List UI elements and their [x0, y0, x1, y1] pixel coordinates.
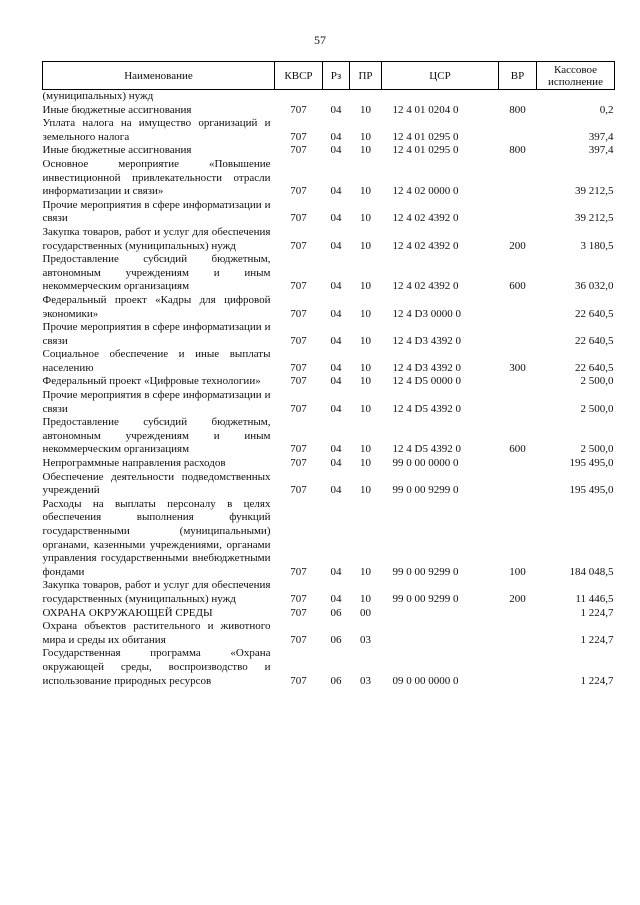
cell-rz: 06 — [330, 674, 342, 687]
cell-kvsr: 707 — [290, 457, 307, 470]
cell-rz: 04 — [330, 334, 342, 347]
cell-amount: 3 180,5 — [580, 239, 614, 252]
table-row — [43, 647, 615, 688]
cell-pr: 10 — [360, 130, 371, 143]
cell-amount: 2 500,0 — [580, 402, 614, 415]
table-row — [43, 117, 615, 144]
cell-vr — [499, 620, 537, 647]
page-number: 57 — [314, 33, 326, 47]
header-kvsr: КВСР — [275, 62, 323, 90]
cell-pr: 10 — [360, 565, 371, 578]
table-row — [43, 457, 615, 471]
table-row — [43, 579, 615, 606]
cell-vr: 600 — [509, 280, 526, 293]
cell-pr: 10 — [360, 375, 371, 388]
cell-kvsr: 707 — [290, 606, 307, 619]
cell-vr: 600 — [509, 443, 526, 456]
cell-amount: 2 500,0 — [580, 443, 614, 456]
cell-amount: 36 032,0 — [575, 280, 614, 293]
cell-rz: 04 — [330, 457, 342, 470]
cell-csr: 99 0 00 9299 0 — [392, 565, 459, 578]
cell-name: Расходы на выплаты персоналу в целях обеспечения выполнения функций государственными (муниципальными) органами, казенными учреждениями, органами управления государственными внебюджетными фондами — [42, 497, 271, 578]
table-row — [43, 389, 615, 416]
cell-kvsr: 707 — [290, 103, 307, 116]
table-row — [43, 375, 615, 389]
cell-csr: 12 4 D3 4392 0 — [392, 334, 461, 347]
cell-rz: 04 — [330, 212, 342, 225]
cell-pr — [350, 90, 382, 104]
table-header-row — [43, 62, 615, 90]
table-row — [43, 620, 615, 647]
cell-vr — [499, 199, 537, 226]
cell-amount: 0,2 — [599, 103, 614, 116]
table-row — [43, 416, 615, 457]
cell-csr: 12 4 D5 0000 0 — [392, 375, 461, 388]
table-body — [43, 90, 615, 689]
cell-amount: 11 446,5 — [575, 592, 614, 605]
cell-pr: 10 — [360, 280, 371, 293]
cell-pr: 03 — [360, 633, 371, 646]
cell-vr: 100 — [509, 565, 526, 578]
cell-csr: 99 0 00 9299 0 — [392, 592, 459, 605]
cell-name: Прочие мероприятия в сфере информатизации и связи — [42, 321, 271, 347]
cell-rz: 06 — [330, 633, 342, 646]
cell-rz: 04 — [330, 443, 342, 456]
cell-pr: 00 — [360, 606, 371, 619]
cell-csr: 09 0 00 0000 0 — [392, 674, 459, 687]
cell-rz: 04 — [330, 239, 342, 252]
cell-csr: 12 4 01 0295 0 — [392, 144, 459, 157]
cell-pr: 10 — [360, 484, 371, 497]
cell-csr: 12 4 02 4392 0 — [392, 239, 459, 252]
header-pr: ПР — [350, 62, 382, 90]
cell-amount: 1 224,7 — [580, 633, 614, 646]
cell-amount: 22 640,5 — [575, 361, 614, 374]
cell-rz: 04 — [330, 144, 342, 157]
cell-kvsr: 707 — [290, 144, 307, 157]
cell-amount: 39 212,5 — [575, 212, 614, 225]
cell-rz: 04 — [330, 280, 342, 293]
header-name: Наименование — [43, 62, 275, 90]
cell-csr — [382, 90, 499, 104]
cell-kvsr: 707 — [290, 674, 307, 687]
cell-kvsr: 707 — [290, 239, 307, 252]
cell-kvsr: 707 — [290, 280, 307, 293]
cell-pr: 10 — [360, 103, 371, 116]
cell-vr — [499, 471, 537, 498]
cell-rz: 04 — [330, 565, 342, 578]
cell-name: Иные бюджетные ассигнования — [42, 144, 192, 157]
cell-csr: 12 4 02 0000 0 — [392, 185, 459, 198]
table-row — [43, 104, 615, 118]
cell-vr: 300 — [509, 361, 526, 374]
budget-table — [42, 61, 615, 688]
cell-vr — [499, 457, 537, 471]
cell-rz: 04 — [330, 361, 342, 374]
cell-vr — [499, 117, 537, 144]
table-row — [43, 199, 615, 226]
cell-csr: 99 0 00 0000 0 — [392, 457, 459, 470]
cell-kvsr: 707 — [290, 185, 307, 198]
cell-name: Федеральный проект «Кадры для цифровой экономики» — [42, 293, 271, 320]
cell-kvsr: 707 — [290, 443, 307, 456]
cell-pr: 10 — [360, 402, 371, 415]
cell-amount: 397,4 — [588, 130, 614, 143]
cell-vr — [499, 158, 537, 199]
cell-vr: 200 — [509, 592, 526, 605]
cell-vr — [499, 647, 537, 688]
table-row — [43, 253, 615, 294]
cell-amount: 397,4 — [588, 144, 614, 157]
cell-vr — [499, 321, 537, 348]
cell-name: Федеральный проект «Цифровые технологии» — [42, 375, 261, 388]
cell-amount: 1 224,7 — [580, 606, 614, 619]
cell-csr: 12 4 02 4392 0 — [392, 280, 459, 293]
table-row — [43, 226, 615, 253]
table-row — [43, 348, 615, 375]
cell-name: (муниципальных) нужд — [42, 90, 154, 102]
cell-name: ОХРАНА ОКРУЖАЮЩЕЙ СРЕДЫ — [42, 606, 213, 619]
cell-kvsr — [275, 90, 323, 104]
cell-rz: 04 — [330, 402, 342, 415]
cell-kvsr: 707 — [290, 484, 307, 497]
cell-csr: 12 4 D5 4392 0 — [392, 443, 461, 456]
cell-csr: 99 0 00 9299 0 — [392, 484, 459, 497]
cell-csr: 12 4 D5 4392 0 — [392, 402, 461, 415]
cell-name: Предоставление субсидий бюджетным, автономным учреждениям и иным некоммерческим организациям — [42, 253, 271, 293]
cell-amount: 22 640,5 — [575, 307, 614, 320]
cell-rz: 04 — [330, 103, 342, 116]
header-amount: Кассовое исполнение — [537, 62, 615, 90]
cell-amount: 184 048,5 — [569, 565, 614, 578]
cell-kvsr: 707 — [290, 375, 307, 388]
header-rz: Рз — [323, 62, 350, 90]
cell-kvsr: 707 — [290, 402, 307, 415]
header-vr: ВР — [499, 62, 537, 90]
cell-csr: 12 4 D3 0000 0 — [392, 307, 461, 320]
cell-csr — [382, 620, 499, 647]
cell-amount: 195 495,0 — [569, 457, 614, 470]
cell-pr: 10 — [360, 212, 371, 225]
cell-rz: 06 — [330, 606, 342, 619]
cell-vr — [499, 607, 537, 621]
table-row — [43, 498, 615, 580]
cell-csr — [382, 607, 499, 621]
cell-vr — [499, 294, 537, 321]
cell-vr: 800 — [509, 103, 526, 116]
cell-rz: 04 — [330, 307, 342, 320]
cell-rz — [323, 90, 350, 104]
cell-kvsr: 707 — [290, 334, 307, 347]
cell-name: Охрана объектов растительного и животного мира и среды их обитания — [42, 620, 271, 646]
cell-kvsr: 707 — [290, 307, 307, 320]
cell-vr: 200 — [509, 239, 526, 252]
table-row — [43, 144, 615, 158]
cell-pr: 03 — [360, 674, 371, 687]
cell-name: Уплата налога на имущество организаций и земельного налога — [42, 117, 271, 143]
table-row — [43, 321, 615, 348]
cell-vr — [499, 90, 537, 104]
cell-name: Обеспечение деятельности подведомственных учреждений — [42, 470, 271, 497]
cell-vr — [499, 375, 537, 389]
cell-amount: 1 224,7 — [580, 674, 614, 687]
cell-name: Предоставление субсидий бюджетным, автономным учреждениям и иным некоммерческим организациям — [42, 416, 271, 456]
cell-amount — [537, 90, 615, 104]
table-row — [43, 471, 615, 498]
table-row — [43, 90, 615, 104]
cell-kvsr: 707 — [290, 633, 307, 646]
cell-pr: 10 — [360, 443, 371, 456]
cell-vr — [499, 389, 537, 416]
cell-amount: 2 500,0 — [580, 375, 614, 388]
cell-csr: 12 4 02 4392 0 — [392, 212, 459, 225]
cell-pr: 10 — [360, 592, 371, 605]
cell-pr: 10 — [360, 144, 371, 157]
cell-amount: 22 640,5 — [575, 334, 614, 347]
cell-csr: 12 4 D3 4392 0 — [392, 361, 461, 374]
cell-vr: 800 — [509, 144, 526, 157]
cell-pr: 10 — [360, 334, 371, 347]
cell-amount: 39 212,5 — [575, 185, 614, 198]
cell-rz: 04 — [330, 130, 342, 143]
cell-rz: 04 — [330, 375, 342, 388]
cell-name: Закупка товаров, работ и услуг для обеспечения государственных (муниципальных) нужд — [42, 579, 271, 605]
cell-name: Иные бюджетные ассигнования — [42, 103, 192, 116]
table-row — [43, 158, 615, 199]
cell-rz: 04 — [330, 484, 342, 497]
table-row — [43, 294, 615, 321]
cell-csr: 12 4 01 0295 0 — [392, 130, 459, 143]
cell-csr: 12 4 01 0204 0 — [392, 103, 459, 116]
cell-kvsr: 707 — [290, 565, 307, 578]
cell-name: Прочие мероприятия в сфере информатизации и связи — [42, 198, 271, 225]
cell-kvsr: 707 — [290, 212, 307, 225]
cell-pr: 10 — [360, 361, 371, 374]
header-csr: ЦСР — [382, 62, 499, 90]
cell-name: Государственная программа «Охрана окружающей среды, воспроизводство и использование природных ресурсов — [42, 647, 271, 687]
cell-amount: 195 495,0 — [569, 484, 614, 497]
cell-kvsr: 707 — [290, 361, 307, 374]
cell-name: Непрограммные направления расходов — [42, 457, 226, 470]
cell-kvsr: 707 — [290, 592, 307, 605]
cell-pr: 10 — [360, 239, 371, 252]
cell-name: Прочие мероприятия в сфере информатизации и связи — [42, 389, 271, 415]
cell-rz: 04 — [330, 185, 342, 198]
table-row — [43, 607, 615, 621]
cell-rz: 04 — [330, 592, 342, 605]
cell-pr: 10 — [360, 307, 371, 320]
cell-pr: 10 — [360, 185, 371, 198]
cell-name: Социальное обеспечение и иные выплаты населению — [42, 348, 271, 374]
cell-pr: 10 — [360, 457, 371, 470]
cell-name: Закупка товаров, работ и услуг для обеспечения государственных (муниципальных) нужд — [42, 225, 271, 252]
cell-name: Основное мероприятие «Повышение инвестиционной привлекательности отрасли информатизации и связи» — [42, 157, 271, 198]
cell-kvsr: 707 — [290, 130, 307, 143]
